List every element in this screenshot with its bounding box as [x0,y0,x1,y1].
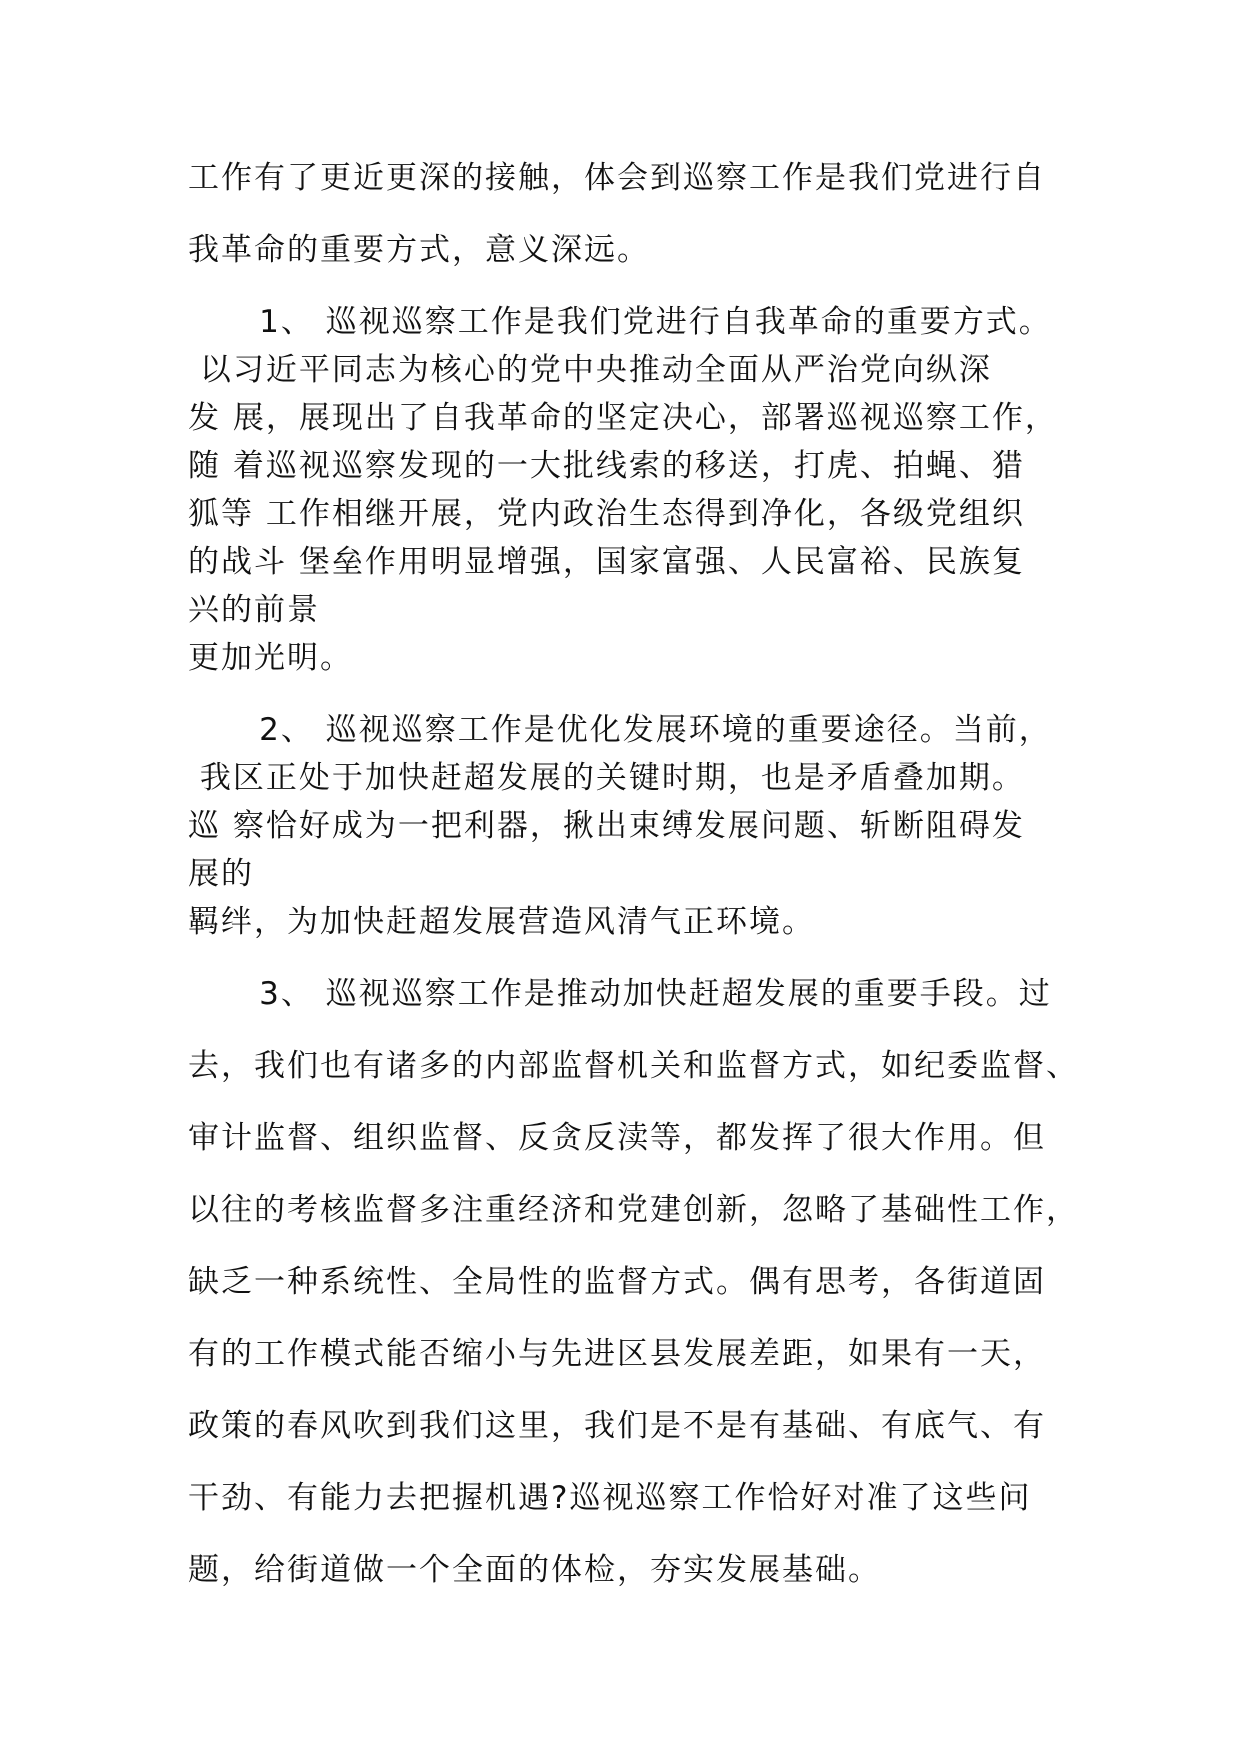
text-line: 审计监督、组织监督、反贪反渎等，都发挥了很大作用。但 [188,1120,1046,1156]
text-line: 更加光明。 [188,640,353,676]
text-line: 我革命的重要方式，意义深远。 [188,232,650,268]
paragraph-3-heading-line: 3、 巡视巡察工作是推动加快赶超发展的重要手段。过 [188,976,1052,1012]
text-line: 我区正处于加快赶超发展的关键时期，也是矛盾叠加期。 [188,760,1025,796]
text-line: 的战斗 堡垒作用明显增强，国家富强、人民富裕、民族复 [188,544,1025,580]
paragraph-2-heading-line: 2、 巡视巡察工作是优化发展环境的重要途径。当前， [188,712,1052,748]
text-line: 以习近平同志为核心的党中央推动全面从严治党向纵深 [188,352,992,388]
text-line: 巡 察恰好成为一把利器，揪出束缚发展问题、斩断阻碍发 [188,808,1025,844]
text-line: 工作有了更近更深的接触，体会到巡察工作是我们党进行自 [188,160,1046,196]
text-line: 随 着巡视巡察发现的一大批线索的移送，打虎、拍蝇、猎 [188,448,1025,484]
text-line: 有的工作模式能否缩小与先进区县发展差距，如果有一天， [188,1336,1046,1372]
text-line: 羁绊，为加快赶超发展营造风清气正环境。 [188,904,815,940]
text-line: 政策的春风吹到我们这里，我们是不是有基础、有底气、有 [188,1408,1046,1444]
text-line: 缺乏一种系统性、全局性的监督方式。偶有思考，各街道固 [188,1264,1046,1300]
paragraph-1-heading-line: 1、 巡视巡察工作是我们党进行自我革命的重要方式。 [188,304,1052,340]
text-line: 去，我们也有诸多的内部监督机关和监督方式，如纪委监督、 [188,1048,1079,1084]
text-line: 干劲、有能力去把握机遇?巡视巡察工作恰好对准了这些问 [188,1480,1032,1516]
text-line: 展的 [188,856,254,892]
text-line: 以往的考核监督多注重经济和党建创新，忽略了基础性工作， [188,1192,1079,1228]
text-line: 发 展，展现出了自我革命的坚定决心，部署巡视巡察工作， [188,400,1058,436]
text-line: 兴的前景 [188,592,320,628]
text-line: 狐等 工作相继开展，党内政治生态得到净化，各级党组织 [188,496,1025,532]
text-line: 题，给街道做一个全面的体检，夯实发展基础。 [188,1552,881,1588]
